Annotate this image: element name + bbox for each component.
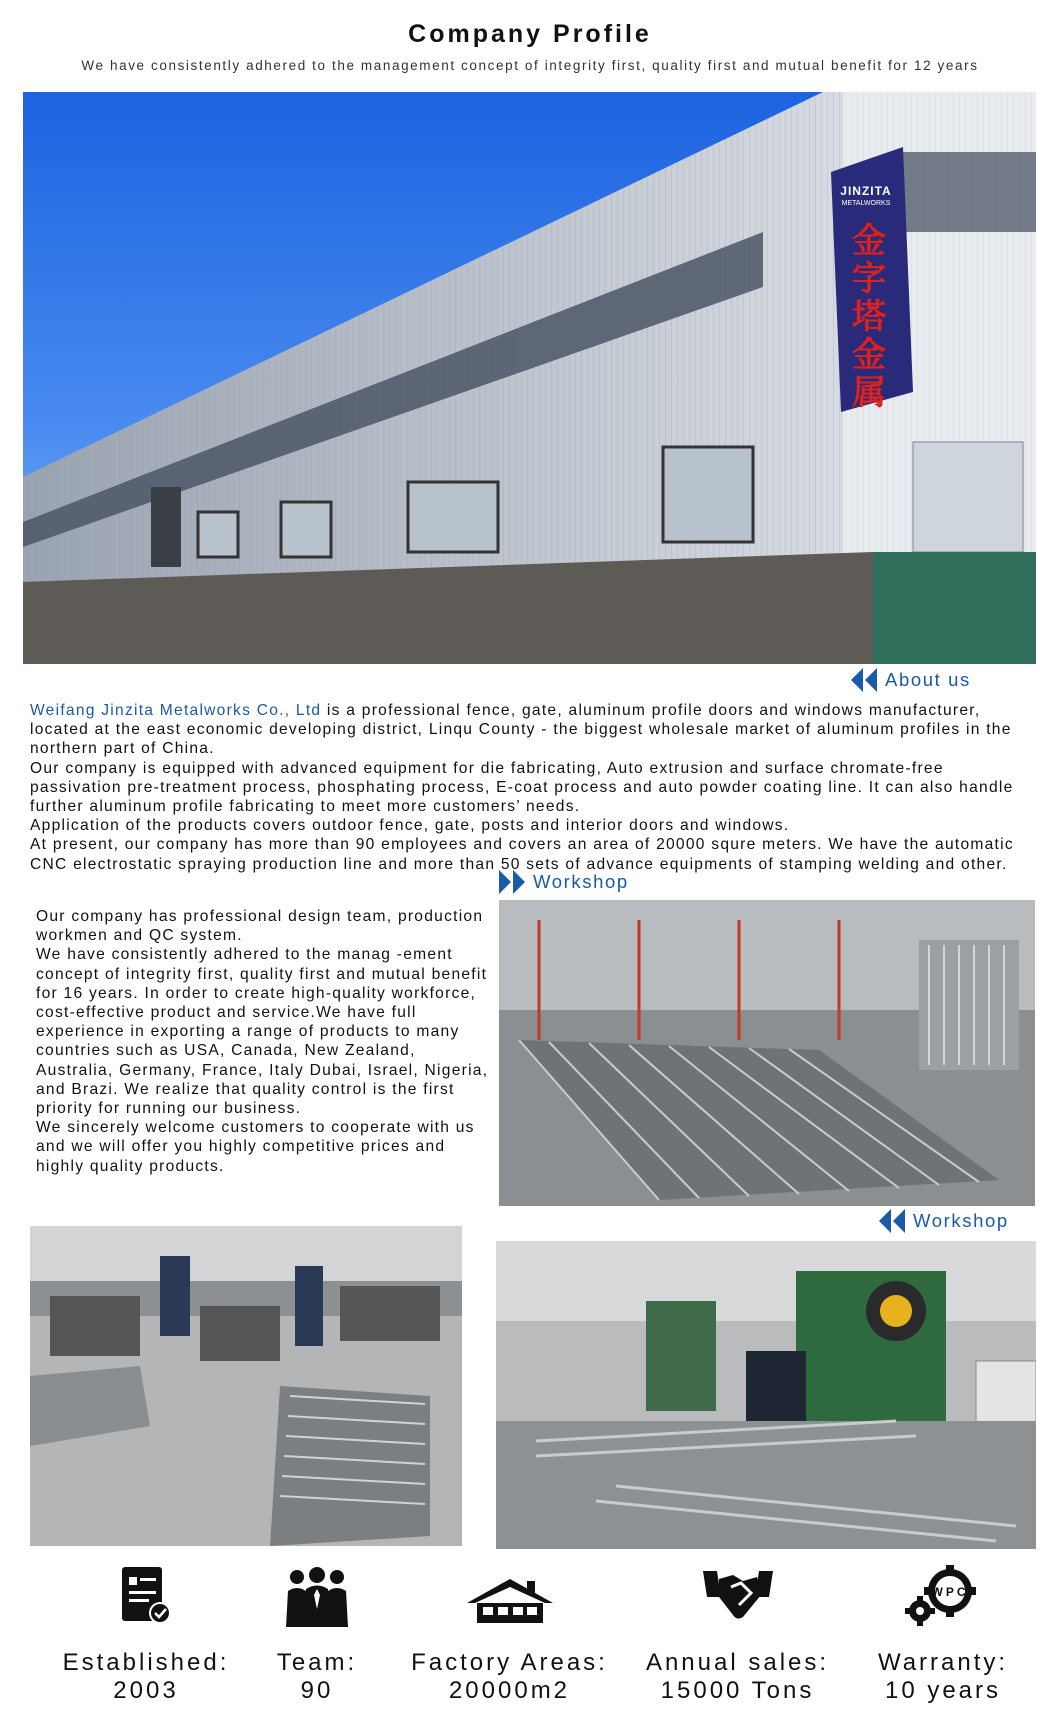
about-paragraph-3: Application of the products covers outdoor fence, gate, posts and interior doors and windows. xyxy=(30,817,790,835)
stat-warranty: WPC Warranty: 10 years xyxy=(858,1565,1028,1705)
workshop-paragraph-3: We sincerely welcome customers to cooperate with us and we will offer you highly competitive prices and highly quality products. xyxy=(36,1119,475,1175)
handshake-icon xyxy=(630,1565,845,1627)
wpc-badge: WPC xyxy=(931,1585,969,1599)
stat-established: Established: 2003 xyxy=(46,1565,246,1705)
company-name: Weifang Jinzita Metalworks Co., Ltd xyxy=(30,702,322,719)
certificate-icon xyxy=(46,1565,246,1627)
stat-team: Team: 90 xyxy=(242,1565,392,1705)
team-icon xyxy=(242,1565,392,1627)
page-title: Company Profile xyxy=(408,20,652,48)
about-text: Weifang Jinzita Metalworks Co., Ltd is a professional fence, gate, aluminum profile doors and windows manufacturer, located at the east economic developing district, Linqu County - the biggest wholesale market of aluminum profiles in the northern part of China. Our company is equipped with advanced equipment for die fabricating, Auto extrusion and surface chromate-free passivation pre-treatment process, phosphating process, E-coat process and auto powder coating line. It can also handle further aluminum profile fabricating to meet more customers’ needs. Application of the products covers outdoor fence, gate, posts and interior doors and windows. At present, our company has more than 90 employees and covers an area of 20000 squre meters. We have the automatic CNC electrostatic spraying production line and more than 50 sets of advance equipments of stamping welding and other. xyxy=(30,701,1035,874)
warranty-gear-icon xyxy=(858,1565,1028,1627)
page-subtitle: We have consistently adhered to the management concept of integrity first, quality first and mutual benefit for 12 years xyxy=(81,58,979,73)
banner-sub: METALWORKS xyxy=(841,200,891,207)
workshop-text xyxy=(36,907,496,1176)
workshop-paragraph-2: We have consistently adhered to the manag -ement concept of integrity first, quality first and mutual benefit for 16 years. In order to create high-quality workforce, cost-effective product and service.We have full experience in exporting a range of products to many countries such as USA, Canada, New Zealand, Australia, Germany, France, Italy Dubai, Israel, Nigeria, and Brazi. We realize that quality control is the first priority for running our business. xyxy=(36,946,489,1118)
double-chevron-right-icon xyxy=(497,870,527,894)
about-paragraph-4: At present, our company has more than 90 employees and covers an area of 20000 squre meters. We have the automatic CNC electrostatic spraying production line and more than 50 sets of advance equipments of stamping welding and other. xyxy=(30,836,1014,873)
about-paragraph-2: Our company is equipped with advanced equipment for die fabricating, Auto extrusion and surface chromate-free passivation pre-treatment process, phosphating process, E-coat process and auto powder coating line. It can also handle further aluminum profile fabricating to meet more customers’ needs. xyxy=(30,759,1014,816)
workshop-paragraph-1: Our company has professional design team, production workmen and QC system. xyxy=(36,908,484,945)
workshop-photo-fence-panels xyxy=(499,900,1035,1206)
double-chevron-left-icon xyxy=(849,668,879,692)
factory-icon xyxy=(402,1565,617,1627)
workshop-photo-punch-press xyxy=(496,1241,1036,1549)
banner-chinese-text: 金字塔金属 xyxy=(852,222,886,412)
factory-building-photo xyxy=(23,92,1036,664)
stat-factory-areas: Factory Areas: 20000m2 xyxy=(402,1565,617,1705)
double-chevron-left-icon xyxy=(877,1209,907,1233)
banner-brand: JINZITA xyxy=(840,184,892,198)
stat-annual-sales: Annual sales: 15000 Tons xyxy=(630,1565,845,1705)
workshop-label-1: Workshop xyxy=(497,870,629,894)
workshop-label-2: Workshop xyxy=(877,1209,1009,1233)
workshop-photo-welding xyxy=(30,1226,462,1546)
about-us-label: About us xyxy=(849,668,971,692)
